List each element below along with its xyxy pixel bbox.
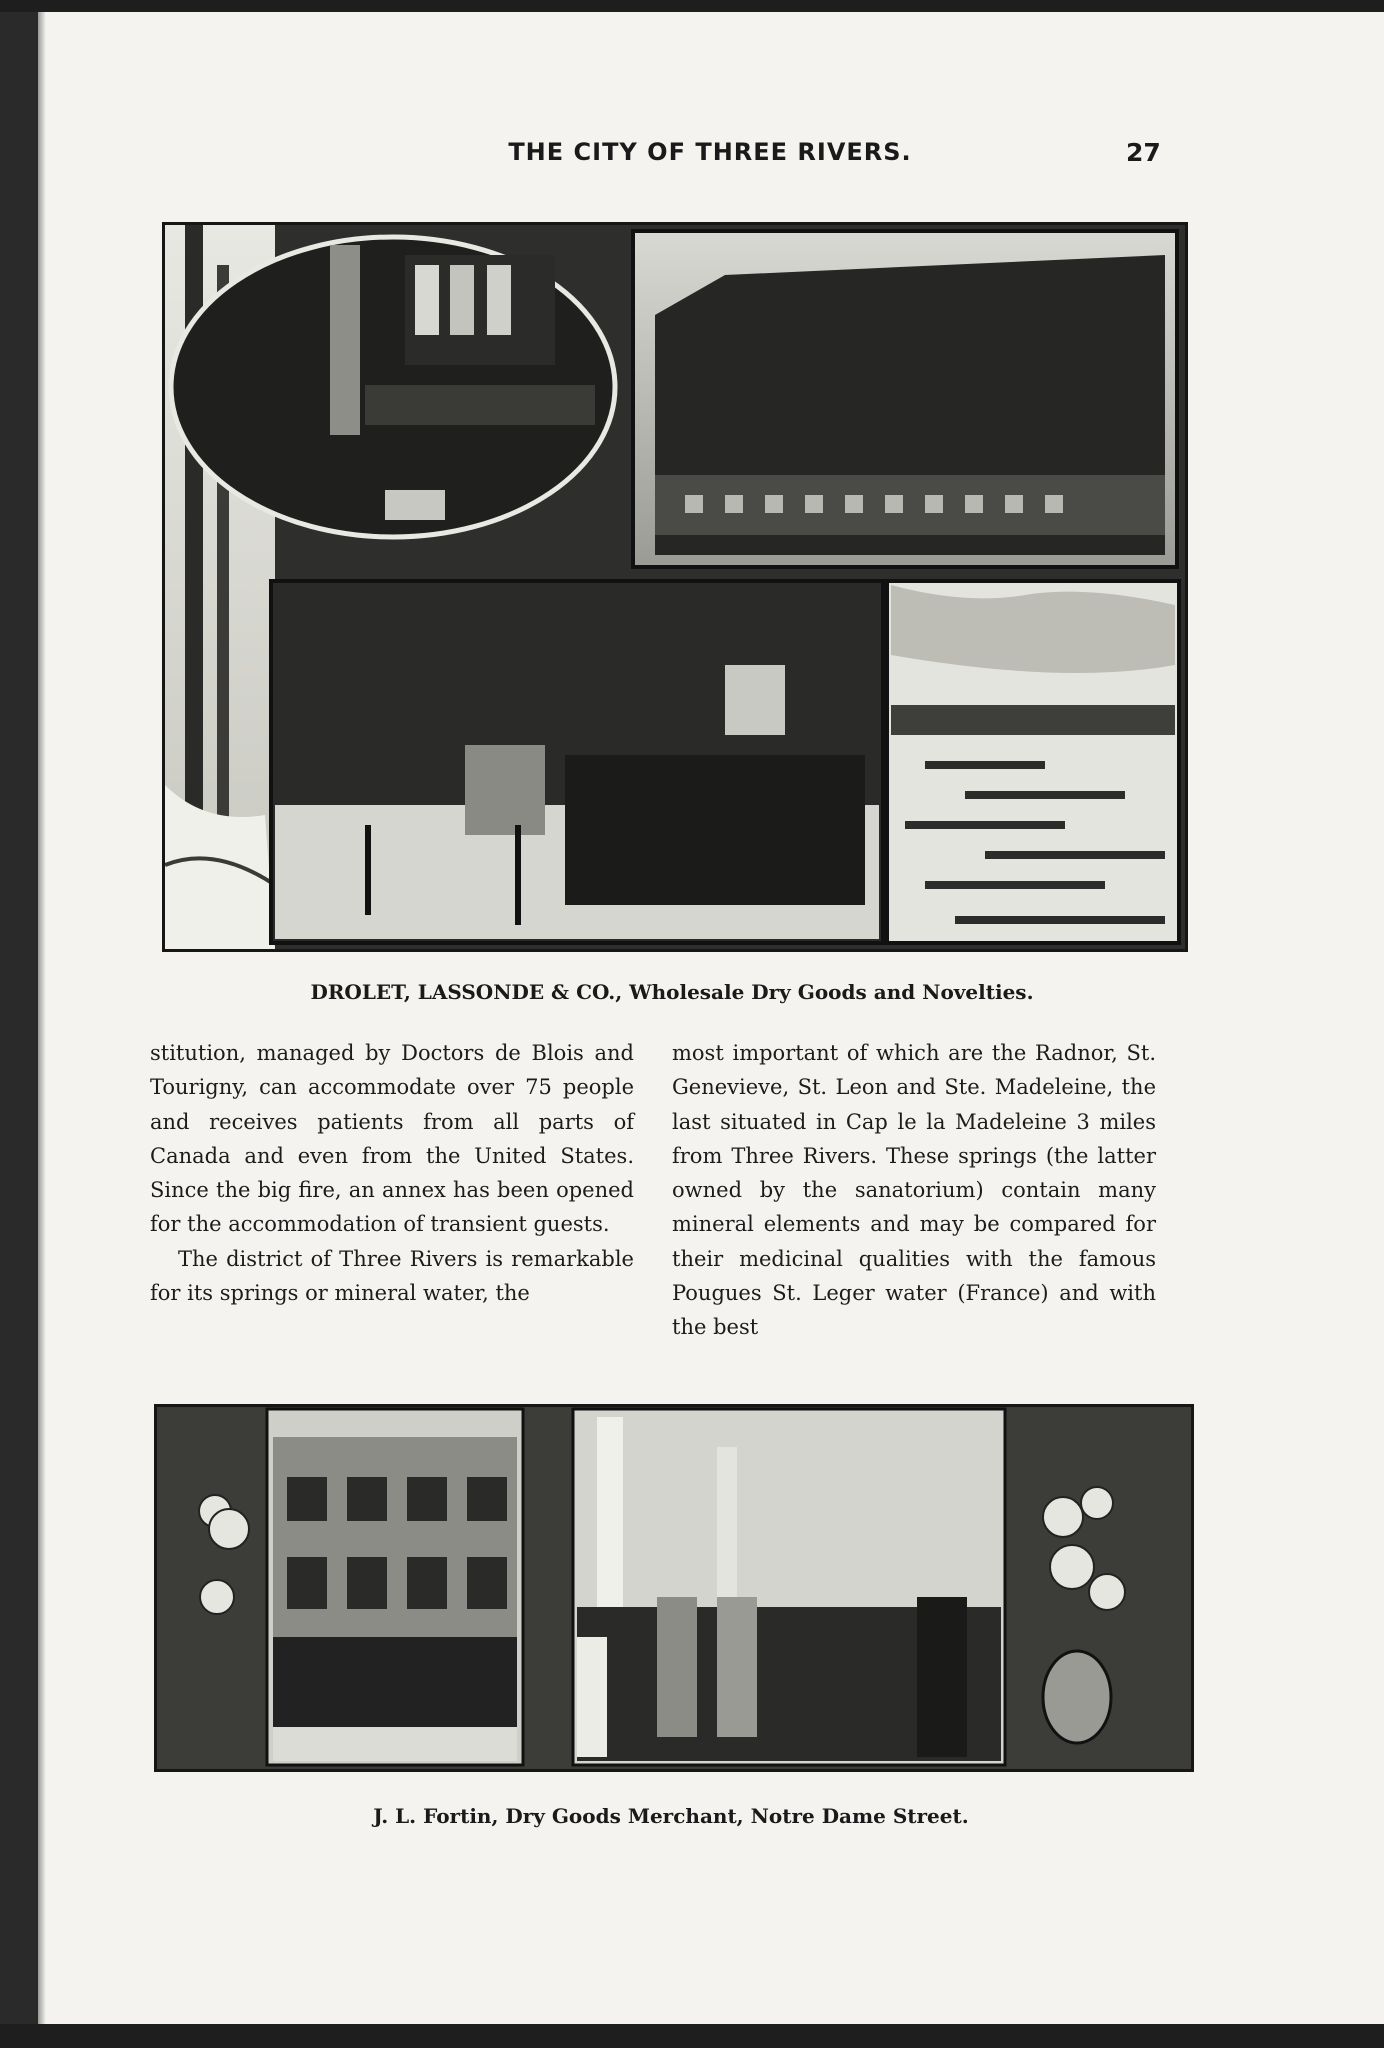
figure-caption-fortin: J. L. Fortin, Dry Goods Merchant, Notre Dame Street. <box>373 1804 969 1828</box>
text-column-left <box>150 1036 634 1310</box>
photo-collage-illustration <box>157 1407 1191 1769</box>
page-number: 27 <box>1126 138 1161 167</box>
paragraph: stitution, managed by Doctors de Blois and Tourigny, can accommodate over 75 people and receives patients from all parts of Canada and even from the United States. Since the big fire, an annex has been opened for the accommodation of transient guests. <box>150 1041 634 1237</box>
paragraph: most important of which are the Radnor, St. Genevieve, St. Leon and Ste. Madeleine, the last situated in Cap le la Madeleine 3 miles from Three Rivers. These springs (the latter owned by the sanatorium) contain many mineral elements and may be compared for their medicinal qualities with the famous Pougues St. Leger water (France) and with the best <box>672 1041 1156 1340</box>
text-column-right <box>672 1036 1156 1345</box>
figure-drolet-lassonde-photo-collage <box>162 222 1188 952</box>
photo-collage-illustration <box>165 225 1185 949</box>
running-title: THE CITY OF THREE RIVERS. <box>508 138 912 166</box>
figure-fortin-photo-collage <box>154 1404 1194 1772</box>
paragraph: The district of Three Rivers is remarkable for its springs or mineral water, the <box>150 1246 634 1306</box>
scan-border-top <box>0 0 1384 12</box>
figure-caption-drolet: DROLET, LASSONDE & CO., Wholesale Dry Goods and Novelties. <box>310 980 1034 1004</box>
page-gutter-shadow <box>38 12 46 2024</box>
scan-border-bottom <box>0 2024 1384 2048</box>
